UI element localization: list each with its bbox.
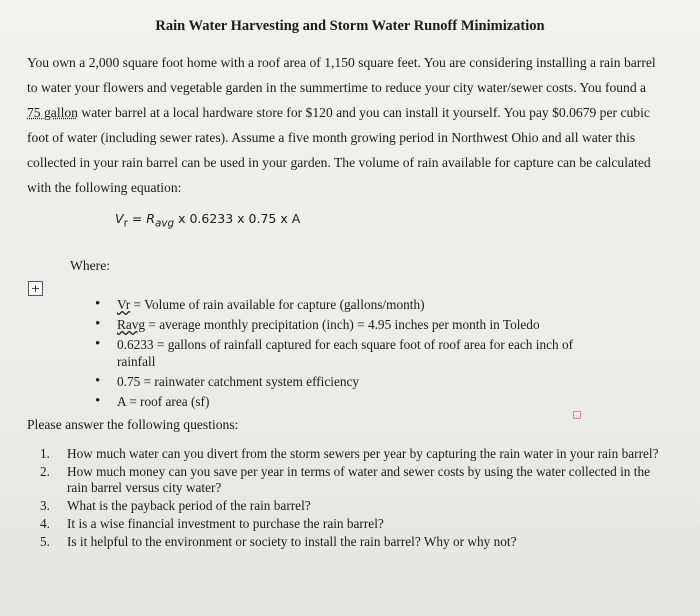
intro-paragraph: [27, 50, 657, 200]
question-text: It is a wise financial investment to purchase the rain barrel?: [67, 516, 384, 531]
question-text: How much water can you divert from the storm sewers per year by capturing the rain water in your rain barrel?: [67, 446, 659, 461]
list-item: [40, 498, 670, 514]
runoff-equation: [115, 211, 300, 230]
list-item: [40, 446, 670, 462]
intro-text-1: You own a 2,000 square foot home with a roof area of 1,150 square feet. You are considering installing a rain barrel to water your flowers and vegetable garden in the summertime to reduce your city water/sewer costs. You found a: [27, 55, 656, 95]
document-title: Rain Water Harvesting and Storm Water Runoff Minimization: [155, 18, 545, 34]
eq-lhs: V: [115, 211, 124, 226]
question-number: 5.: [40, 534, 50, 549]
question-list: [40, 446, 670, 552]
eq-rest: x 0.6233 x 0.75 x A: [174, 211, 301, 226]
list-item: [95, 316, 575, 333]
list-item: [40, 534, 670, 550]
list-item: [95, 336, 575, 370]
question-text: Is it helpful to the environment or society to install the rain barrel? Why or why not?: [67, 534, 517, 549]
expand-icon[interactable]: +: [28, 281, 43, 296]
where-label: Where:: [70, 258, 110, 273]
square-marker-icon: [573, 411, 581, 419]
eq-equals: =: [127, 211, 147, 226]
bullet-text: 0.75 = rainwater catchment system efficiency: [117, 374, 360, 389]
question-number: 4.: [40, 516, 50, 531]
question-number: 2.: [40, 464, 50, 479]
list-item: [40, 516, 670, 532]
intro-text-2: water barrel at a local hardware store for $120 and you can install it yourself. You pay $0.0679 per cubic foot of water (including sewer rates). Assume a five month growing period in Northwest Ohio and all water this collected in your rain barrel can be used in your garden. The volume of rain available for capture can be calculated with the following equation:: [27, 105, 651, 195]
eq-r: R: [146, 211, 155, 226]
question-number: 3.: [40, 498, 50, 513]
bullet-text: = Volume of rain available for capture (gallons/month): [130, 297, 425, 312]
question-number: 1.: [40, 446, 50, 461]
bullet-symbol: Vr: [117, 297, 131, 312]
bullet-text: A = roof area (sf): [117, 394, 210, 409]
intro-gallon: 75 gallon: [27, 105, 78, 120]
eq-lhs-sub: r: [123, 217, 128, 230]
eq-r-sub: avg: [154, 217, 175, 230]
list-item: [95, 393, 575, 410]
list-item: [95, 373, 575, 390]
variable-definitions: [95, 296, 575, 413]
list-item: [40, 464, 670, 496]
bullet-symbol: Ravg: [117, 317, 146, 332]
question-text: How much money can you save per year in terms of water and sewer costs by using the water collected in the rain barrel versus city water?: [67, 464, 651, 495]
bullet-text: 0.6233 = gallons of rainfall captured for each square foot of roof area for each inch of rainfall: [117, 337, 574, 369]
bullet-text: = average monthly precipitation (inch) = 4.95 inches per month in Toledo: [145, 317, 540, 332]
questions-heading: Please answer the following questions:: [27, 417, 239, 432]
list-item: [95, 296, 575, 313]
question-text: What is the payback period of the rain barrel?: [67, 498, 311, 513]
